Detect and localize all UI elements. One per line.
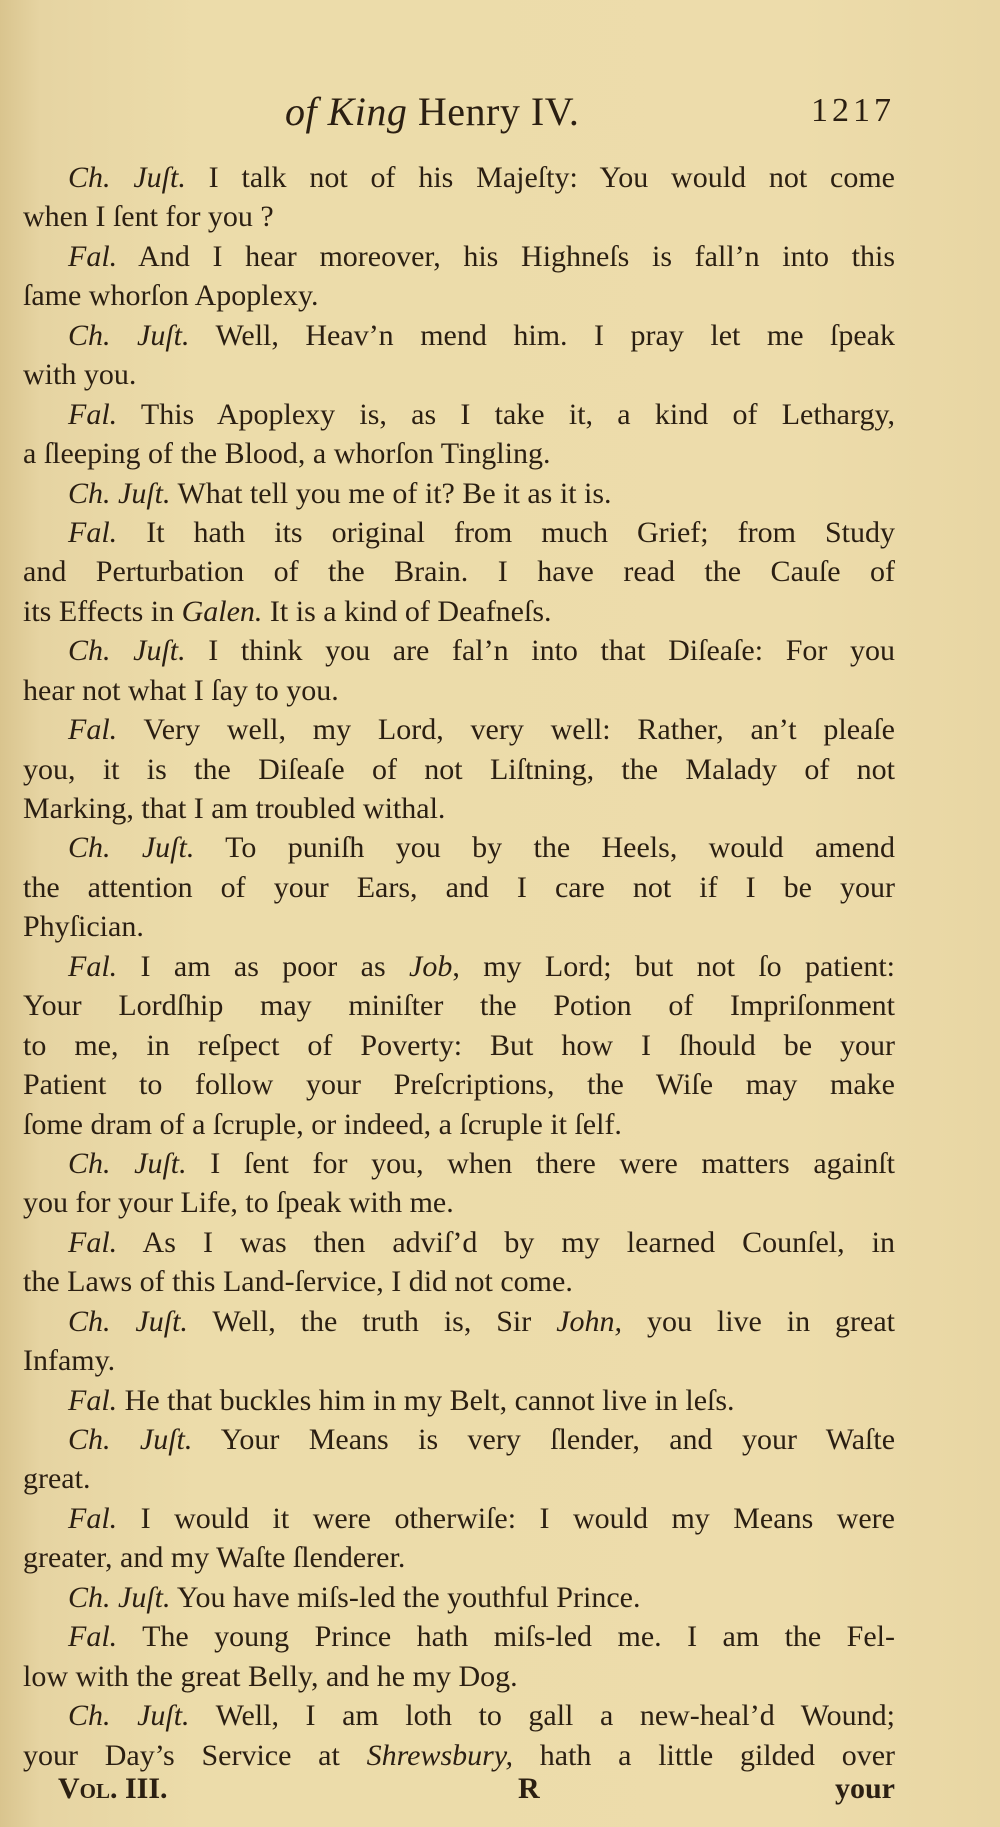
speaker-name: Ch. Juſt. bbox=[68, 1423, 193, 1456]
line-text: the Laws of this Land-ſervice, I did not come. bbox=[23, 1265, 573, 1299]
speaker-name: Ch. Juſt. bbox=[68, 1304, 188, 1338]
volume-label: Vol. III. bbox=[58, 1772, 168, 1805]
text-line bbox=[23, 789, 895, 828]
text-line bbox=[23, 868, 895, 907]
line-text: hath a little gilded over bbox=[513, 1738, 895, 1772]
line-text: As I was then adviſ’d by my learned Counſel, in bbox=[117, 1225, 895, 1259]
line-text: Infamy. bbox=[23, 1344, 116, 1378]
italic-text: Shrewsbury, bbox=[366, 1738, 513, 1772]
line-text: And I hear moreover, his Highneſs is fall’n into this bbox=[117, 239, 895, 273]
text-line bbox=[23, 1144, 895, 1183]
text-line bbox=[23, 947, 895, 986]
text-line bbox=[23, 552, 895, 591]
signature-mark: R bbox=[518, 1772, 540, 1805]
text-line bbox=[23, 237, 895, 276]
speaker-name: Fal. bbox=[68, 949, 118, 983]
speaker-name: Ch. Juſt. bbox=[68, 318, 190, 352]
line-text: Marking, that I am troubled withal. bbox=[23, 792, 446, 825]
text-line bbox=[23, 1459, 895, 1498]
text-line bbox=[23, 1420, 895, 1459]
text-line bbox=[23, 986, 895, 1025]
line-text: you for your Life, to ſpeak with me. bbox=[23, 1186, 454, 1220]
speaker-name: Ch. Juſt. bbox=[68, 1580, 171, 1614]
line-text: greater, and my Waſte ſlenderer. bbox=[23, 1541, 406, 1575]
text-line bbox=[23, 671, 895, 710]
line-text: The young Prince hath miſs-led me. I am the Fel- bbox=[117, 1620, 895, 1654]
text-line bbox=[23, 592, 895, 631]
line-text: I think you are fal’n into that Diſeaſe: For you bbox=[185, 634, 895, 668]
running-title-roman: Henry IV. bbox=[417, 89, 580, 134]
catchword: your bbox=[835, 1772, 895, 1805]
line-text: Patient to follow your Preſcriptions, the Wiſe may make bbox=[23, 1068, 895, 1102]
line-text: It hath its original from much Grief; from Study bbox=[117, 515, 895, 549]
line-text: Well, the truth is, Sir bbox=[187, 1304, 557, 1338]
line-text: hear not what I ſay to you. bbox=[23, 673, 339, 707]
text-line bbox=[23, 355, 895, 394]
text-line bbox=[23, 434, 895, 473]
speaker-name: Ch. Juſt. bbox=[68, 634, 186, 668]
speaker-name: Fal. bbox=[68, 515, 118, 549]
running-header bbox=[0, 88, 1000, 138]
line-text: its Effects in bbox=[23, 594, 182, 628]
line-text: to me, in reſpect of Poverty: But how I ſhould be your bbox=[23, 1028, 895, 1062]
page-footer bbox=[0, 1772, 1000, 1812]
text-line bbox=[23, 316, 895, 355]
speaker-name: Fal. bbox=[68, 397, 118, 431]
text-line bbox=[23, 395, 895, 434]
text-line bbox=[23, 276, 895, 315]
text-line bbox=[23, 1105, 895, 1144]
text-line bbox=[23, 828, 895, 867]
running-title-italic: of King bbox=[285, 89, 408, 134]
line-text: This Apoplexy is, as I take it, a kind of Lethargy, bbox=[117, 397, 895, 431]
line-text: Very well, my Lord, very well: Rather, an’t pleaſe bbox=[117, 713, 895, 747]
line-text: when I ſent for you ? bbox=[23, 200, 274, 234]
speaker-name: Fal. bbox=[68, 1620, 118, 1654]
line-text: a ſleeping of the Blood, a whorſon Tingling. bbox=[23, 437, 551, 471]
line-text: It is a kind of Deafneſs. bbox=[262, 594, 552, 628]
text-line bbox=[23, 513, 895, 552]
text-line bbox=[23, 907, 895, 946]
text-line bbox=[23, 1026, 895, 1065]
line-text: ſame whorſon Apoplexy. bbox=[23, 279, 319, 313]
line-text: I would it were otherwiſe: I would my Means were bbox=[117, 1501, 895, 1535]
line-text: , my Lord; but not ſo patient: bbox=[452, 949, 895, 983]
line-text: you, it is the Diſeaſe of not Liſtning, the Malady of not bbox=[23, 752, 895, 786]
speaker-name: Ch. Juſt. bbox=[68, 1699, 190, 1733]
line-text: I ſent for you, when there were matters againſt bbox=[186, 1146, 895, 1180]
text-line bbox=[23, 158, 895, 197]
page-number: 1217 bbox=[811, 92, 895, 129]
speaker-name: Ch. Juſt. bbox=[68, 161, 186, 194]
italic-text: Job bbox=[409, 949, 453, 983]
line-text: great. bbox=[23, 1462, 91, 1496]
text-line bbox=[23, 1499, 895, 1538]
line-text: What tell you me of it? Be it as it is. bbox=[170, 476, 612, 510]
line-text: you live in great bbox=[622, 1304, 895, 1338]
italic-text: Galen. bbox=[181, 594, 263, 628]
line-text: ſome dram of a ſcruple, or indeed, a ſcruple it ſelf. bbox=[23, 1107, 622, 1141]
speaker-name: Ch. Juſt. bbox=[68, 476, 171, 510]
line-text: To puniſh you by the Heels, would amend bbox=[194, 831, 895, 865]
text-line bbox=[23, 474, 895, 513]
text-line bbox=[23, 750, 895, 789]
line-text: and Perturbation of the Brain. I have read the Cauſe of bbox=[23, 555, 895, 589]
line-text: with you. bbox=[23, 358, 137, 392]
line-text: You have miſs-led the youthful Prince. bbox=[170, 1580, 641, 1614]
speaker-name: Ch. Juſt. bbox=[68, 1146, 187, 1180]
running-title bbox=[285, 88, 579, 135]
speaker-name: Fal. bbox=[68, 713, 118, 747]
speaker-name: Ch. Juſt. bbox=[68, 831, 195, 865]
text-line bbox=[23, 1657, 895, 1696]
text-line bbox=[23, 1617, 895, 1656]
line-text: He that buckles him in my Belt, cannot live in leſs. bbox=[117, 1383, 735, 1417]
line-text: I talk not of his Majeſty: You would not come bbox=[185, 161, 895, 194]
text-line bbox=[23, 1302, 895, 1341]
line-text: low with the great Belly, and he my Dog. bbox=[23, 1659, 518, 1693]
text-line bbox=[23, 1262, 895, 1301]
text-line bbox=[23, 197, 895, 236]
line-text: your Day’s Service at bbox=[23, 1738, 367, 1772]
text-line bbox=[23, 1381, 895, 1420]
speaker-name: Fal. bbox=[68, 239, 118, 273]
text-line bbox=[23, 1223, 895, 1262]
line-text: Well, I am loth to gall a new-heal’d Wound; bbox=[189, 1699, 895, 1733]
text-line bbox=[23, 631, 895, 670]
speaker-name: Fal. bbox=[68, 1501, 118, 1535]
text-line bbox=[23, 1065, 895, 1104]
text-line bbox=[23, 1538, 895, 1577]
play-text bbox=[23, 158, 895, 1775]
text-line bbox=[23, 1696, 895, 1735]
italic-text: John, bbox=[556, 1304, 623, 1338]
speaker-name: Fal. bbox=[68, 1225, 118, 1259]
line-text: Your Lordſhip may miniſter the Potion of Impriſonment bbox=[23, 989, 895, 1023]
text-line bbox=[23, 1578, 895, 1617]
line-text: Phyſician. bbox=[23, 910, 144, 944]
text-line bbox=[23, 1736, 895, 1775]
text-line bbox=[23, 710, 895, 749]
line-text: I am as poor as bbox=[117, 949, 409, 983]
line-text: Your Means is very ſlender, and your Waſte bbox=[192, 1423, 895, 1456]
line-text: the attention of your Ears, and I care not if I be your bbox=[23, 870, 895, 904]
text-line bbox=[23, 1341, 895, 1380]
speaker-name: Fal. bbox=[68, 1383, 118, 1417]
text-line bbox=[23, 1183, 895, 1222]
line-text: Well, Heav’n mend him. I pray let me ſpeak bbox=[189, 318, 895, 352]
